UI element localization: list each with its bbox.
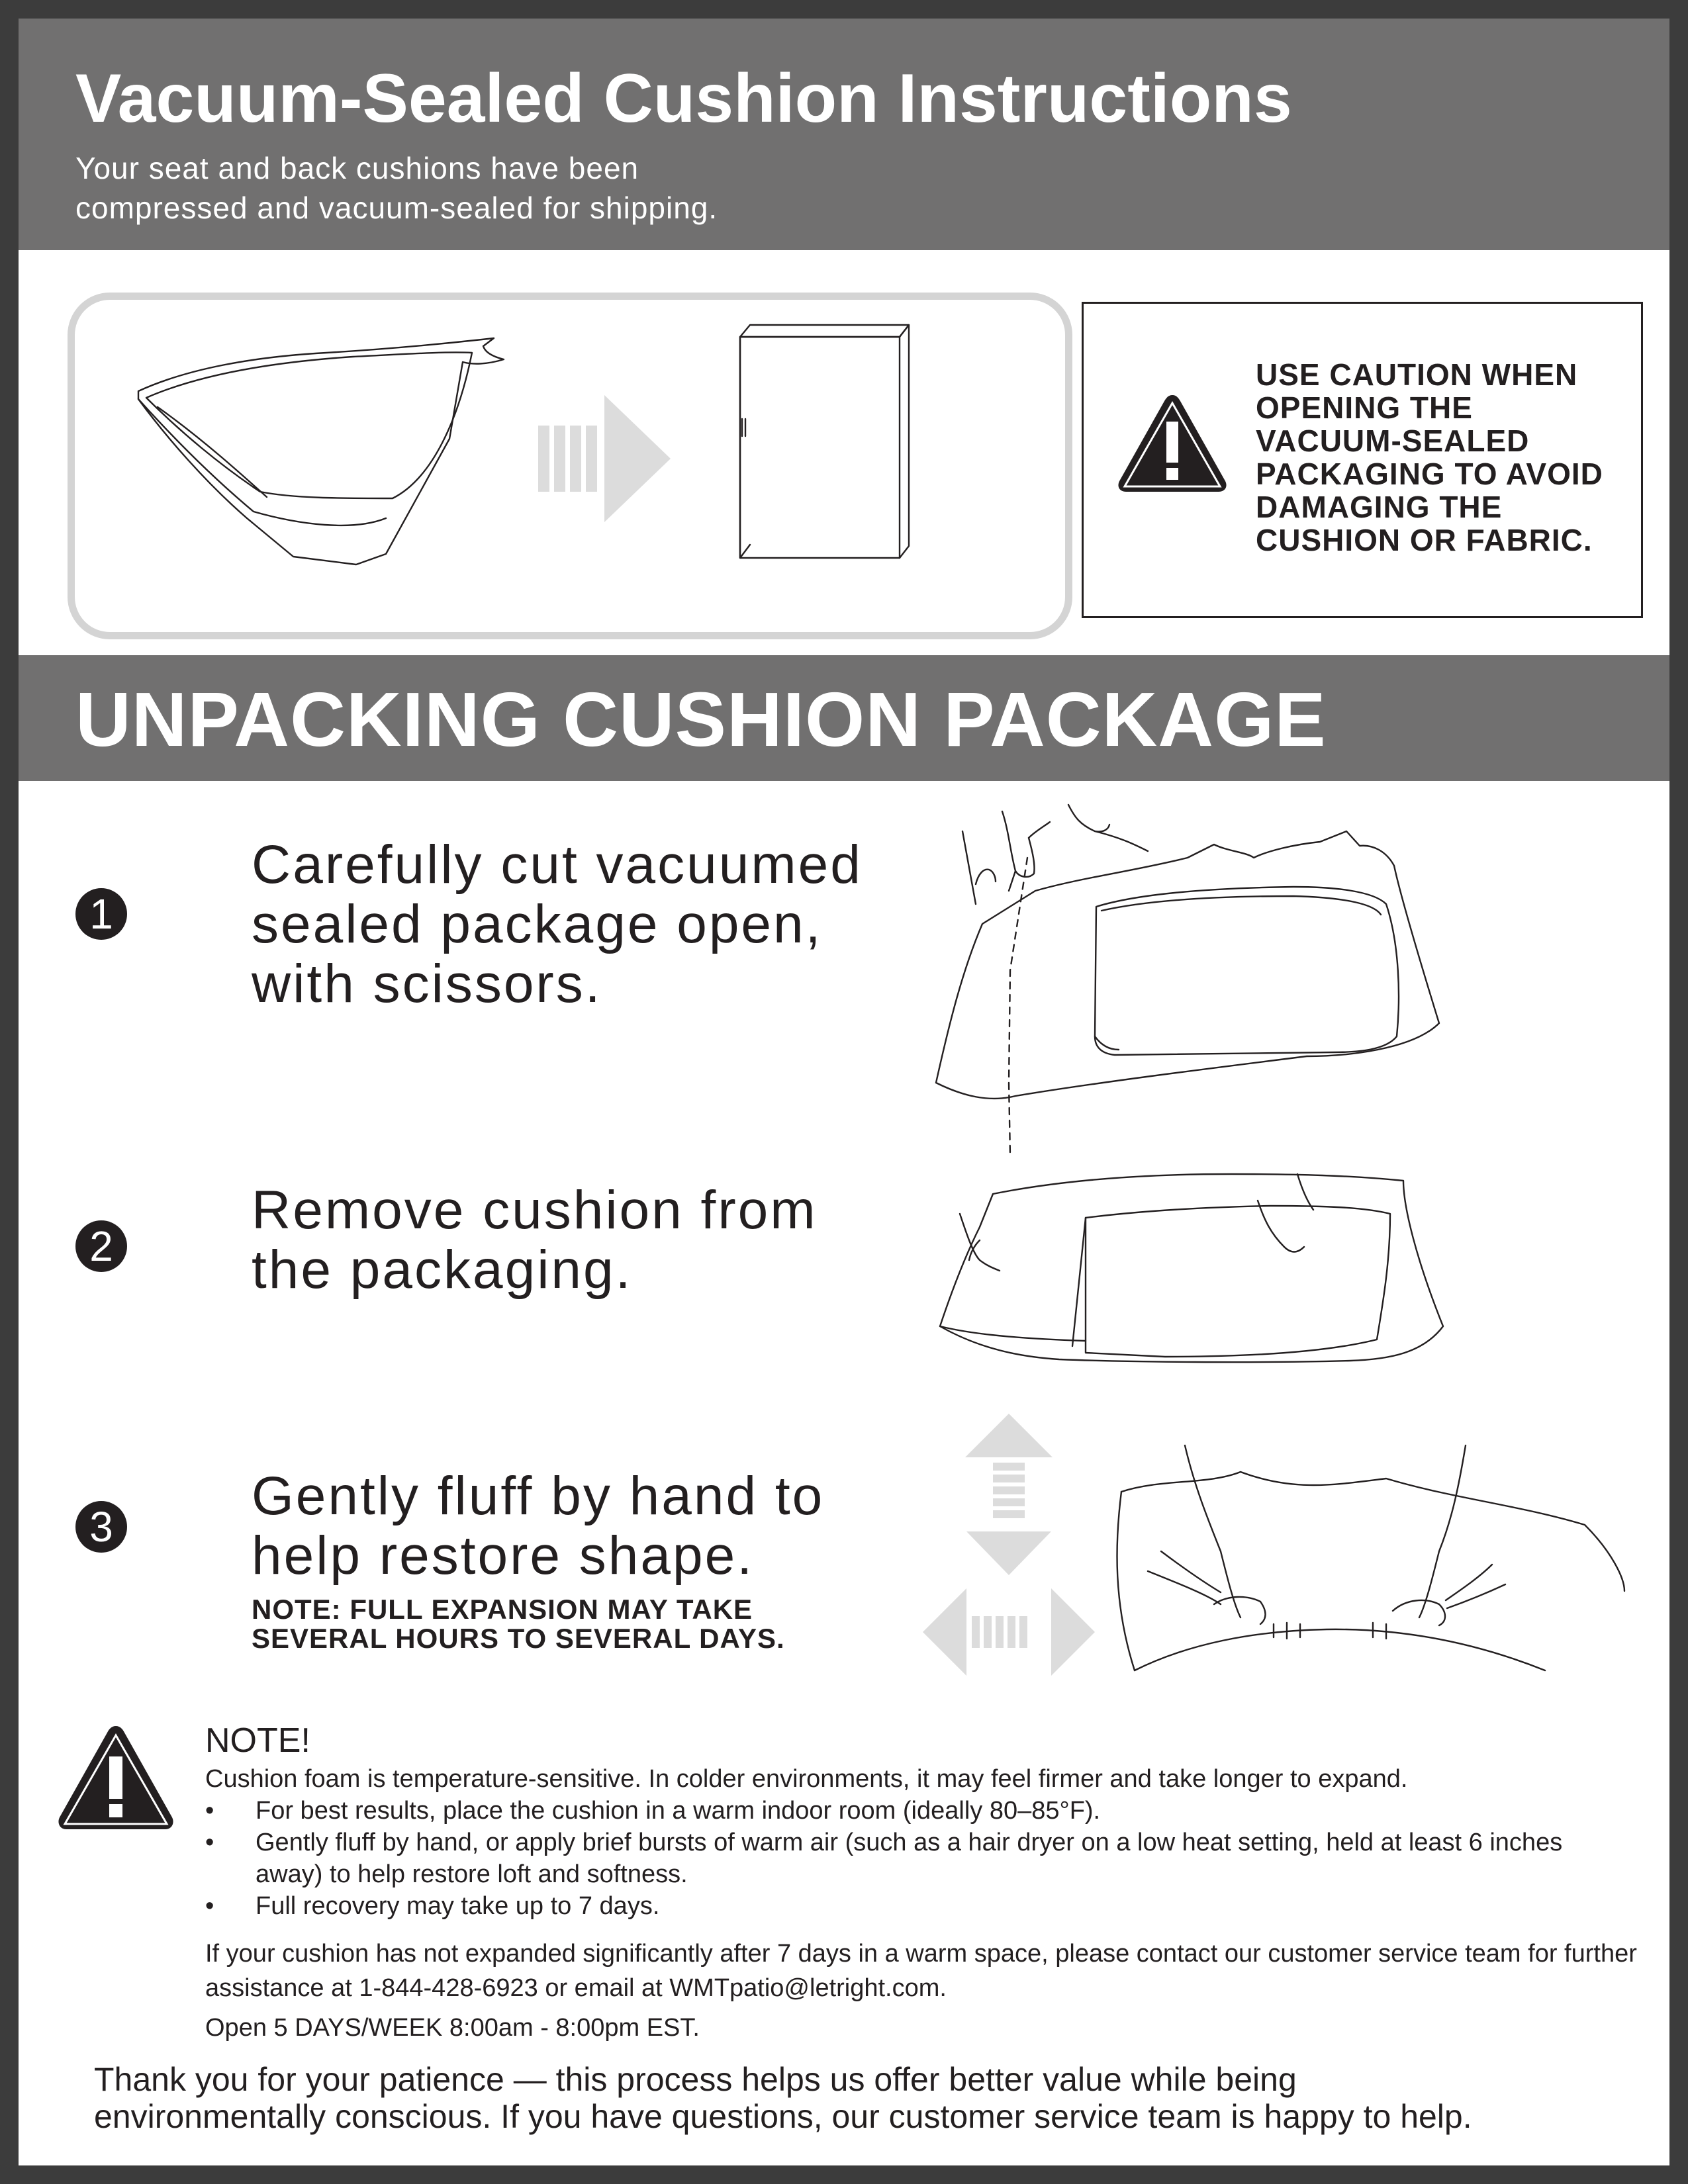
caution-box xyxy=(1082,302,1643,618)
note-bullet-list xyxy=(205,1795,1602,1922)
step-line: the packaging. xyxy=(252,1240,633,1300)
expansion-note-line: SEVERAL HOURS TO SEVERAL DAYS. xyxy=(252,1623,785,1654)
right-arrow-icon xyxy=(538,395,671,522)
removing-cushion-illustration xyxy=(927,1154,1589,1386)
step-2-text xyxy=(252,1181,818,1300)
note-title: NOTE! xyxy=(205,1721,310,1760)
bullet: • xyxy=(205,1892,214,1920)
bullet: • xyxy=(205,1797,214,1825)
list-item xyxy=(205,1827,1602,1890)
caution-line: USE CAUTION WHEN xyxy=(1256,357,1578,392)
header-band xyxy=(19,19,1669,250)
step-1-text xyxy=(252,835,863,1014)
page-subtitle xyxy=(75,148,1002,228)
compressed-cushion-illustration xyxy=(138,338,504,565)
fluffing-cushion-illustration xyxy=(1108,1445,1631,1697)
thank-you-line: environmentally conscious. If you have questions, our customer service team is happy to help. xyxy=(94,2098,1472,2135)
step-line: with scissors. xyxy=(252,954,602,1014)
caution-line: DAMAGING THE xyxy=(1256,490,1503,524)
page-title: Vacuum-Sealed Cushion Instructions xyxy=(75,60,1292,137)
compressed-to-expanded-illustration xyxy=(75,300,1065,632)
list-item xyxy=(205,1795,1602,1827)
caution-line: PACKAGING TO AVOID xyxy=(1256,457,1603,491)
contact-info: If your cushion has not expanded significantly after 7 days in a warm space, please contact our customer service team for further assistance at 1-844-428-6923 or email at WMTpatio@letright.com. xyxy=(205,1940,1637,2002)
expansion-note-line: NOTE: FULL EXPANSION MAY TAKE xyxy=(252,1594,753,1625)
cutting-package-illustration xyxy=(936,805,1611,1175)
warning-triangle-icon xyxy=(1113,390,1232,496)
step-2-number-badge: 2 xyxy=(75,1220,127,1272)
section-band xyxy=(19,655,1669,781)
step-3-number-badge: 3 xyxy=(75,1501,127,1553)
compression-illustration-panel xyxy=(68,293,1072,639)
step-1-number-badge: 1 xyxy=(75,888,127,940)
bullet-text: Full recovery may take up to 7 days. xyxy=(256,1892,660,1920)
expansion-note xyxy=(252,1595,914,1653)
caution-text xyxy=(1256,358,1626,557)
step-line: Carefully cut vacuumed xyxy=(252,835,863,895)
step-line: sealed package open, xyxy=(252,894,823,954)
bullet-text: For best results, place the cushion in a warm indoor room (ideally 80–85°F). xyxy=(256,1797,1101,1825)
caution-line: VACUUM-SEALED xyxy=(1256,424,1530,458)
subtitle-line: Your seat and back cushions have been xyxy=(75,151,639,185)
step-line: Gently fluff by hand to xyxy=(252,1466,825,1526)
section-title: UNPACKING CUSHION PACKAGE xyxy=(75,676,1327,762)
note-intro: Cushion foam is temperature-sensitive. In colder environments, it may feel firmer and take longer to expand. xyxy=(205,1765,1408,1793)
expansion-arrows-icon xyxy=(923,1414,1095,1692)
caution-line: OPENING THE xyxy=(1256,390,1473,425)
caution-line: CUSHION OR FABRIC. xyxy=(1256,523,1593,557)
expanded-cushion-illustration xyxy=(740,325,909,558)
step-line: Remove cushion from xyxy=(252,1180,818,1240)
business-hours: Open 5 DAYS/WEEK 8:00am - 8:00pm EST. xyxy=(205,2014,700,2042)
list-item xyxy=(205,1890,1602,1922)
subtitle-line: compressed and vacuum-sealed for shipping. xyxy=(75,191,718,225)
instruction-sheet xyxy=(19,19,1669,2165)
note-warning-icon xyxy=(54,1722,177,1833)
thank-you-message xyxy=(94,2061,1617,2135)
thank-you-line: Thank you for your patience — this process helps us offer better value while being xyxy=(94,2061,1297,2098)
bullet: • xyxy=(205,1829,214,1856)
bullet-text: Gently fluff by hand, or apply brief bursts of warm air (such as a hair dryer on a low heat setting, held at least 6 inches away) to help restore loft and softness. xyxy=(256,1829,1563,1888)
step-3-text xyxy=(252,1467,824,1586)
step-line: help restore shape. xyxy=(252,1525,755,1586)
